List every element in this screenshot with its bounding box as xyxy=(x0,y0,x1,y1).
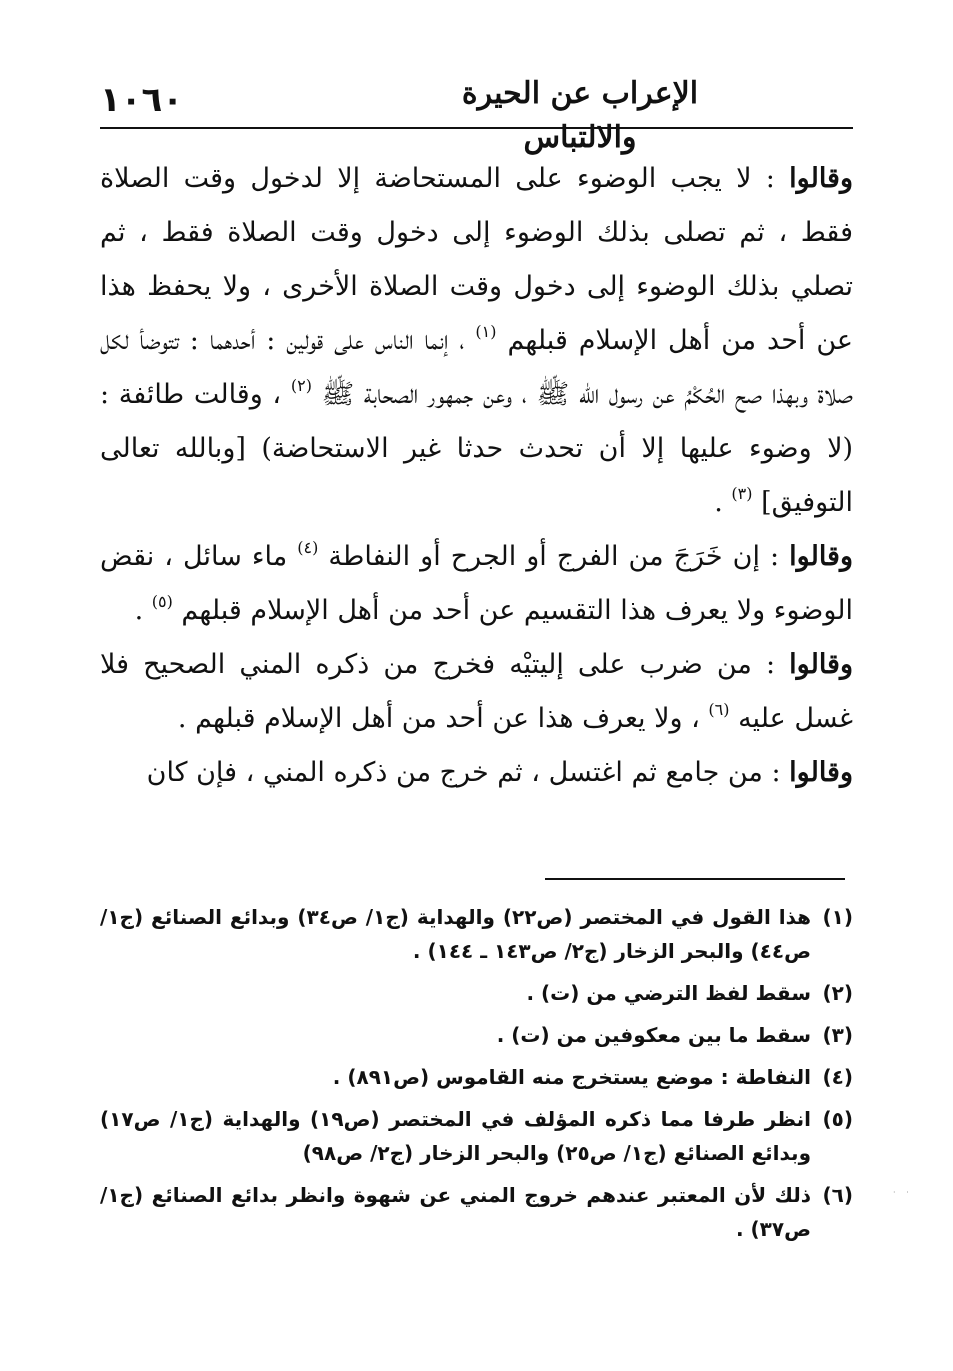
footnote-divider xyxy=(545,878,845,880)
paragraph-text: : من ضرب على إليتيْه فخرج من ذكره المني الصحيح فلا غسل عليه xyxy=(100,649,853,734)
footnote-item xyxy=(100,1018,853,1052)
footnote-ref[interactable]: (٢) xyxy=(290,376,312,395)
footnote-number: (٢) xyxy=(822,981,853,1005)
paragraph-text: . xyxy=(134,595,152,626)
paragraph-lead: وقالوا xyxy=(789,541,853,572)
footnote-item xyxy=(100,1102,853,1170)
book-title: الإعراب عن الحيرة والالتباس xyxy=(461,76,699,155)
paragraph-text: ، ولا يعرف هذا عن أحد من أهل الإسلام قبلهم . xyxy=(177,703,709,734)
paragraph-3 xyxy=(100,638,853,746)
scan-specks: · · xyxy=(893,1188,913,1197)
paragraph-text: : لا يجب الوضوء على المستحاضة إلا لدخول وقت الصلاة فقط ، ثم تصلى بذلك الوضوء إلى دخول وقت الصلاة فقط ، ثم تصلي بذلك الوضوء إلى دخول وقت الصلاة الأخرى ، ولا يحفظ هذا عن أحد من أهل الإسلام قبلهم xyxy=(100,163,853,356)
paragraph-lead: وقالوا xyxy=(789,649,853,680)
paragraph-text: ماء سائل ، نقض الوضوء ولا يعرف هذا التقسيم عن أحد من أهل الإسلام قبلهم xyxy=(100,541,853,626)
paragraph-text: : من جامع ثم اغتسل ، ثم خرج من ذكره المني ، فإن كان xyxy=(146,757,790,788)
paragraph-4 xyxy=(100,746,853,800)
footnote-ref[interactable]: (٣) xyxy=(731,484,753,503)
main-text xyxy=(100,152,853,800)
footnote-number: (١) xyxy=(822,905,853,929)
paragraph-text: ، إنما الناس على قولين : أحدهما : تتوضأ لكل صلاة وبهذا صح الحُكْمُ عن رسول الله ﷺ ، وعن جمهور الصحابة ﷺ xyxy=(100,325,853,410)
footnote-text: سقط ما بين معكوفين من (ت) . xyxy=(496,1023,811,1047)
footnote-ref[interactable]: (١) xyxy=(475,322,497,341)
page-number: ١٠٦٠ xyxy=(100,80,184,120)
footnote-number: (٥) xyxy=(822,1107,853,1131)
paragraph-text: . xyxy=(714,487,732,518)
footnote-text: النفاطة : موضع يستخرج منه القاموس (ص٨٩١) . xyxy=(332,1065,811,1089)
footnote-item xyxy=(100,900,853,968)
footnote-number: (٦) xyxy=(822,1183,853,1207)
paragraph-2 xyxy=(100,530,853,638)
footnote-text: سقط لفظ الترضي من (ت) . xyxy=(526,981,811,1005)
footnote-item xyxy=(100,1060,853,1094)
paragraph-1 xyxy=(100,152,853,530)
footnote-ref[interactable]: (٥) xyxy=(151,592,173,611)
footnote-ref[interactable]: (٤) xyxy=(297,538,319,557)
paragraph-lead: وقالوا xyxy=(789,757,853,788)
header-divider xyxy=(100,127,853,129)
paragraph-text: ، وقالت طائفة : (لا وضوء عليها إلا أن تحدث حدثا غير الاستحاضة) [وبالله تعالى التوفيق] xyxy=(100,379,853,518)
footnotes xyxy=(100,900,853,1254)
footnote-text: ذلك لأن المعتبر عندهم خروج المني عن شهوة وانظر بدائع الصنائع (ج١/ ص٣٧) . xyxy=(100,1183,811,1241)
footnote-number: (٣) xyxy=(822,1023,853,1047)
footnote-ref[interactable]: (٦) xyxy=(708,700,730,719)
footnote-text: انظر طرفا مما ذكره المؤلف في المختصر (ص١٩) والهداية (ج١/ ص١٧) وبدائع الصنائع (ج١/ ص٢٥) والبحر الزخار (ج٢/ ص٩٨) xyxy=(100,1107,812,1165)
paragraph-text: : إن خَرَجَ من الفرج أو الجرح أو النفاطة xyxy=(328,541,790,572)
running-header xyxy=(100,70,853,155)
footnote-text: هذا القول في المختصر (ص٢٢) والهداية (ج١/ ص٣٤) وبدائع الصنائع (ج١/ ص٤٤) والبحر الزخار (ج٢/ ص١٤٣ ـ ١٤٤) . xyxy=(100,905,812,963)
footnote-item xyxy=(100,1178,853,1246)
footnote-item xyxy=(100,976,853,1010)
footnote-number: (٤) xyxy=(822,1065,853,1089)
paragraph-lead: وقالوا xyxy=(789,163,853,194)
